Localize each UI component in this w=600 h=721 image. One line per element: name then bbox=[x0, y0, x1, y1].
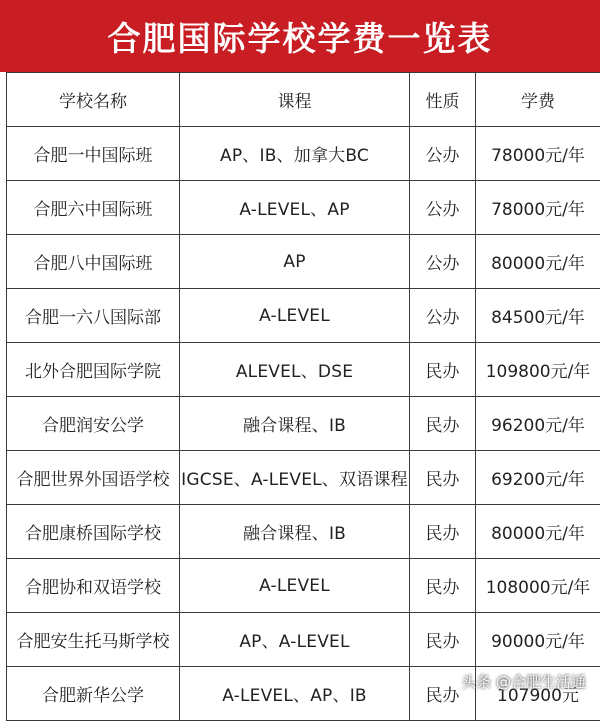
table-header-row bbox=[7, 73, 600, 127]
table-row bbox=[7, 451, 600, 505]
type-cell: 民办 bbox=[410, 451, 476, 505]
fee-cell: 96200元/年 bbox=[476, 397, 600, 451]
header-type: 性质 bbox=[410, 73, 476, 127]
table-row bbox=[7, 505, 600, 559]
type-cell: 公办 bbox=[410, 127, 476, 181]
course-cell: ALEVEL、DSE bbox=[180, 343, 410, 397]
course-cell: A-LEVEL、AP bbox=[180, 181, 410, 235]
header-course: 课程 bbox=[180, 73, 410, 127]
header-school-name: 学校名称 bbox=[7, 73, 180, 127]
table-row bbox=[7, 343, 600, 397]
fee-cell: 78000元/年 bbox=[476, 127, 600, 181]
school-name-cell: 合肥八中国际班 bbox=[7, 235, 180, 289]
course-cell: 融合课程、IB bbox=[180, 505, 410, 559]
fee-cell: 84500元/年 bbox=[476, 289, 600, 343]
type-cell: 民办 bbox=[410, 559, 476, 613]
type-cell: 民办 bbox=[410, 667, 476, 721]
fee-cell: 109800元/年 bbox=[476, 343, 600, 397]
school-name-cell: 合肥安生托马斯学校 bbox=[7, 613, 180, 667]
type-cell: 民办 bbox=[410, 505, 476, 559]
fee-cell: 78000元/年 bbox=[476, 181, 600, 235]
table-row bbox=[7, 127, 600, 181]
fee-cell: 80000元/年 bbox=[476, 235, 600, 289]
school-name-cell: 合肥世界外国语学校 bbox=[7, 451, 180, 505]
tuition-table bbox=[6, 72, 600, 721]
type-cell: 民办 bbox=[410, 613, 476, 667]
school-name-cell: 合肥六中国际班 bbox=[7, 181, 180, 235]
school-name-cell: 合肥新华公学 bbox=[7, 667, 180, 721]
course-cell: AP、IB、加拿大BC bbox=[180, 127, 410, 181]
school-name-cell: 合肥润安公学 bbox=[7, 397, 180, 451]
school-name-cell: 北外合肥国际学院 bbox=[7, 343, 180, 397]
school-name-cell: 合肥一中国际班 bbox=[7, 127, 180, 181]
title-banner bbox=[0, 0, 600, 72]
table-row bbox=[7, 181, 600, 235]
course-cell: AP、A-LEVEL bbox=[180, 613, 410, 667]
type-cell: 公办 bbox=[410, 289, 476, 343]
school-name-cell: 合肥协和双语学校 bbox=[7, 559, 180, 613]
table-row bbox=[7, 235, 600, 289]
table-row bbox=[7, 613, 600, 667]
course-cell: AP bbox=[180, 235, 410, 289]
table-row bbox=[7, 289, 600, 343]
fee-cell: 90000元/年 bbox=[476, 613, 600, 667]
table-row bbox=[7, 559, 600, 613]
school-name-cell: 合肥一六八国际部 bbox=[7, 289, 180, 343]
fee-cell: 69200元/年 bbox=[476, 451, 600, 505]
course-cell: A-LEVEL bbox=[180, 289, 410, 343]
course-cell: 融合课程、IB bbox=[180, 397, 410, 451]
type-cell: 民办 bbox=[410, 343, 476, 397]
watermark-text: 头条 @合肥生活通 bbox=[461, 671, 586, 692]
course-cell: A-LEVEL bbox=[180, 559, 410, 613]
fee-cell: 80000元/年 bbox=[476, 505, 600, 559]
fee-cell: 108000元/年 bbox=[476, 559, 600, 613]
course-cell: IGCSE、A-LEVEL、双语课程 bbox=[180, 451, 410, 505]
fee-cell: 107900元 bbox=[476, 667, 600, 721]
school-name-cell: 合肥康桥国际学校 bbox=[7, 505, 180, 559]
type-cell: 公办 bbox=[410, 235, 476, 289]
course-cell: A-LEVEL、AP、IB bbox=[180, 667, 410, 721]
type-cell: 民办 bbox=[410, 397, 476, 451]
table-row bbox=[7, 397, 600, 451]
type-cell: 公办 bbox=[410, 181, 476, 235]
page-title: 合肥国际学校学费一览表 bbox=[108, 13, 493, 60]
header-fee: 学费 bbox=[476, 73, 600, 127]
